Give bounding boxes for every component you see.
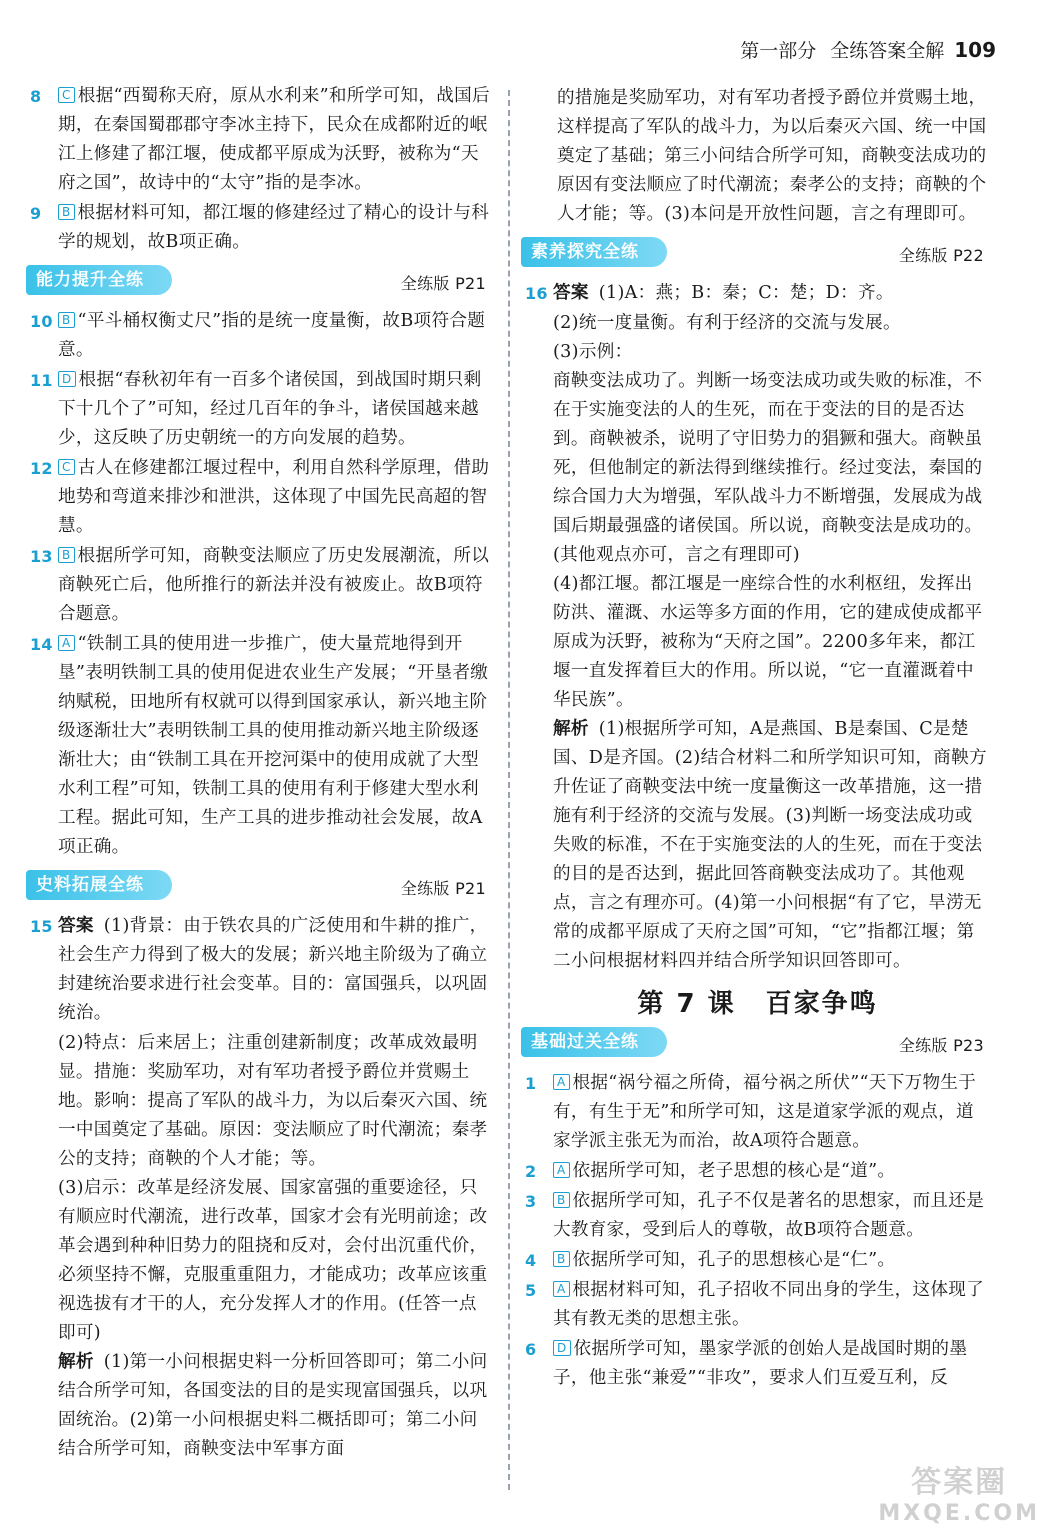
analysis-text: (1)根据所学可知，A是燕国、B是秦国、C是楚国、D是齐国。(2)结合材料二和所学知识可知，商鞅方升佐证了商鞅变法中统一度量衡这一改革措施，这一措施有利于经济的交流与发展。(3)判断一场变法成功或失败的标准，不在于实施变法的人的生死，而在于变法的目的是否达到，据此回答商鞅变法成功了。其他观点，言之有理亦可。(4)第一小问根据“有了它，旱涝无常的成都平原成了天府之国”可知，“它”指都江堰；第二小问根据材料四并结合所学知识回答即可。 [553,719,987,971]
question-number: 3 [525,1192,537,1211]
question-number: 8 [30,87,42,106]
answer-part-2: (2)特点：后来居上；注重创建新制度；改革成效最明显。措施：奖励军功，对有军功者授予爵位并赏赐土地。影响：提高了军队的战斗力，为以后秦灭六国、统一中国奠定了基础。原因：变法顺应了时代潮流；秦孝公的支持；商鞅的个人才能；等。 [58,1033,488,1169]
lesson-title [525,990,990,1019]
question-8 [30,82,492,198]
question-15 [30,912,492,1028]
right-column [525,84,990,1394]
page-header [740,36,996,63]
answer-choice-badge: B [58,204,75,220]
analysis-label: 解析 [553,719,589,739]
question-number: 14 [30,635,53,654]
question-number: 16 [525,284,548,303]
answer-choice-badge: A [553,1162,570,1178]
banner-title: 素养探究全练 [521,237,667,267]
banner-page-ref: 全练版 P21 [400,274,486,293]
question-number: 4 [525,1251,537,1270]
left-column [30,82,492,1464]
answer-choice-badge: B [58,547,75,563]
question-4 [525,1246,990,1275]
banner-title: 能力提升全练 [26,265,172,295]
banner-page-ref: 全练版 P22 [898,246,984,265]
question-text: 依据所学可知，墨家学派的创始人是战国时期的墨子，他主张“兼爱”“非攻”，要求人们互爱互利，反 [553,1339,968,1388]
question-text: “平斗桶权衡丈尺”指的是统一度量衡，故B项符合题意。 [58,311,486,360]
question-1 [525,1069,990,1156]
answer-choice-badge: A [58,635,75,651]
question-14 [30,630,492,862]
question-text: 根据所学可知，商鞅变法顺应了历史发展潮流，所以商鞅死亡后，他所推行的新法并没有被废止。故B项符合题意。 [58,546,490,624]
answer-part-3: (3)示例： [553,342,633,362]
question-3 [525,1187,990,1245]
question-number: 13 [30,547,53,566]
book-title: 全练答案全解 [830,40,945,62]
banner-title: 史料拓展全练 [26,870,172,900]
section-banner-ability [30,265,492,297]
answer-part-2: (2)统一度量衡。有利于经济的交流与发展。 [553,313,901,333]
question-text: 依据所学可知，孔子不仅是著名的思想家，而且还是大教育家，受到后人的尊敬，故B项符合题意。 [553,1191,985,1240]
question-text: 根据“春秋初年有一百多个诸侯国，到战国时期只剩下十几个了”可知，经过几百年的争斗，诸侯国越来越少，这反映了历史朝统一的方向发展的趋势。 [58,370,482,448]
analysis-block [30,1348,492,1464]
page-number: 109 [954,38,996,62]
banner-page-ref: 全练版 P21 [400,879,486,898]
section-banner-source-material [30,870,492,902]
question-5 [525,1276,990,1334]
question-number: 10 [30,312,53,331]
question-15-continued: 的措施是奖励军功，对有军功者授予爵位并赏赐土地，这样提高了军队的战斗力，为以后秦灭六国、统一中国奠定了基础；第三小问结合所学可知，商鞅变法成功的原因有变法顺应了时代潮流；秦孝公的支持；商鞅的个人才能；等。(3)本问是开放性问题，言之有理即可。 [557,88,987,224]
analysis-block [525,715,990,976]
question-text: 根据“西蜀称天府，原从水利来”和所学可知，战国后期，在秦国蜀郡郡守李冰主持下，民众在成都附近的岷江上修建了都江堰，使成都平原成为沃野，被称为“天府之国”，故诗中的“太守”指的是李冰。 [58,86,490,193]
watermark-logo [878,1457,1040,1526]
question-text: 根据材料可知，都江堰的修建经过了精心的设计与科学的规划，故B项正确。 [58,203,490,252]
section-banner-basic [525,1027,990,1059]
question-number: 1 [525,1074,537,1093]
question-number: 12 [30,459,53,478]
answer-choice-badge: D [58,371,76,387]
answer-part-1: (1)背景：由于铁农具的广泛使用和牛耕的推广，社会生产力得到了极大的发展；新兴地主阶级为了确立封建统治要求进行社会变革。目的：富国强兵，以巩固统治。 [58,916,488,1023]
question-number: 11 [30,371,53,390]
answer-part-4: 商鞅变法成功了。判断一场变法成功或失败的标准，不在于实施变法的人的生死，而在于变法的目的是否达到。商鞅被杀，说明了守旧势力的猖獗和强大。商鞅虽死，但他制定的新法得到继续推行。经过变法，秦国的综合国力大为增强，军队战斗力不断增强，发展成为战国后期最强盛的诸侯国。所以说，商鞅变法是成功的。 [553,371,983,536]
question-9 [30,199,492,257]
analysis-text: (1)第一小问根据史料一分析回答即可；第二小问结合所学可知，各国变法的目的是实现富国强兵，以巩固统治。(2)第一小问根据史料二概括即可；第二小问结合所学可知，商鞅变法中军事方面 [58,1352,488,1459]
answer-choice-badge: D [553,1340,571,1356]
question-11 [30,366,492,453]
question-10 [30,307,492,365]
question-2 [525,1157,990,1186]
answer-choice-badge: B [553,1192,570,1208]
question-number: 15 [30,917,53,936]
section-banner-inquiry [525,237,990,269]
answer-choice-badge: C [58,459,75,475]
watermark-line-2: MXQE.COM [878,1501,1040,1526]
answer-part-6: (4)都江堰。都江堰是一座综合性的水利枢纽，发挥出防洪、灌溉、水运等多方面的作用，它的建成使成都平原成为沃野，被称为“天府之国”。2200多年来，都江堰一直发挥着巨大的作用。所以说，“它一直灌溉着中华民族”。 [553,574,983,710]
question-text: 依据所学可知，孔子的思想核心是“仁”。 [572,1250,896,1270]
question-number: 9 [30,204,42,223]
column-divider [508,90,510,1490]
question-text: 根据材料可知，孔子招收不同出身的学生，这体现了其有教无类的思想主张。 [553,1280,985,1329]
section-label: 第一部分 [740,40,817,62]
answer-label: 答案 [58,916,94,936]
question-13 [30,542,492,629]
answer-choice-badge: A [553,1074,570,1090]
answer-part-5: (其他观点亦可，言之有理即可) [553,545,800,565]
question-text: 古人在修建都江堰过程中，利用自然科学原理，借助地势和弯道来排沙和泄洪，这体现了中国先民高超的智慧。 [58,458,490,536]
watermark-line-1: 答案圈 [911,1465,1008,1500]
banner-title: 基础过关全练 [521,1027,667,1057]
question-number: 6 [525,1340,537,1359]
question-16 [525,279,990,308]
answer-part-3: (3)启示：改革是经济发展、国家富强的重要途径，只有顺应时代潮流，进行改革，国家才会有光明前途；改革会遇到种种旧势力的阻挠和反对，会付出沉重代价，必须坚持不懈，克服重重阻力，才能成功；改革应该重视选拔有才干的人，充分发挥人才的作用。(任答一点即可) [58,1178,488,1343]
answer-choice-badge: C [58,87,75,103]
answer-choice-badge: A [553,1281,570,1297]
question-number: 2 [525,1162,537,1181]
question-text: 依据所学可知，老子思想的核心是“道”。 [572,1161,896,1181]
answer-part-1: (1)A：燕；B：秦；C：楚；D：齐。 [598,283,894,303]
answer-choice-badge: B [553,1251,570,1267]
question-text: 根据“祸兮福之所倚，福兮祸之所伏”“天下万物生于有，有生于无”和所学可知，这是道家学派的观点，道家学派主张无为而治，故A项符合题意。 [553,1073,977,1151]
lesson-name: 百家争鸣 [765,989,878,1019]
answer-choice-badge: B [58,312,75,328]
question-6 [525,1335,990,1393]
question-number: 5 [525,1281,537,1300]
question-12 [30,454,492,541]
lesson-number: 第 7 课 [637,989,736,1019]
banner-page-ref: 全练版 P23 [898,1036,984,1055]
question-text: “铁制工具的使用进一步推广，使大量荒地得到开垦”表明铁制工具的使用促进农业生产发展；“开垦者缴纳赋税，田地所有权就可以得到国家承认，新兴地主阶级逐渐壮大”表明铁制工具的使用推动新兴地主阶级逐渐壮大；由“铁制工具在开挖河渠中的使用成就了大型水利工程”可知，铁制工具的使用有利于修建大型水利工程。据此可知，生产工具的进步推动社会发展，故A项正确。 [58,634,489,857]
answer-label: 答案 [553,283,589,303]
analysis-label: 解析 [58,1352,94,1372]
